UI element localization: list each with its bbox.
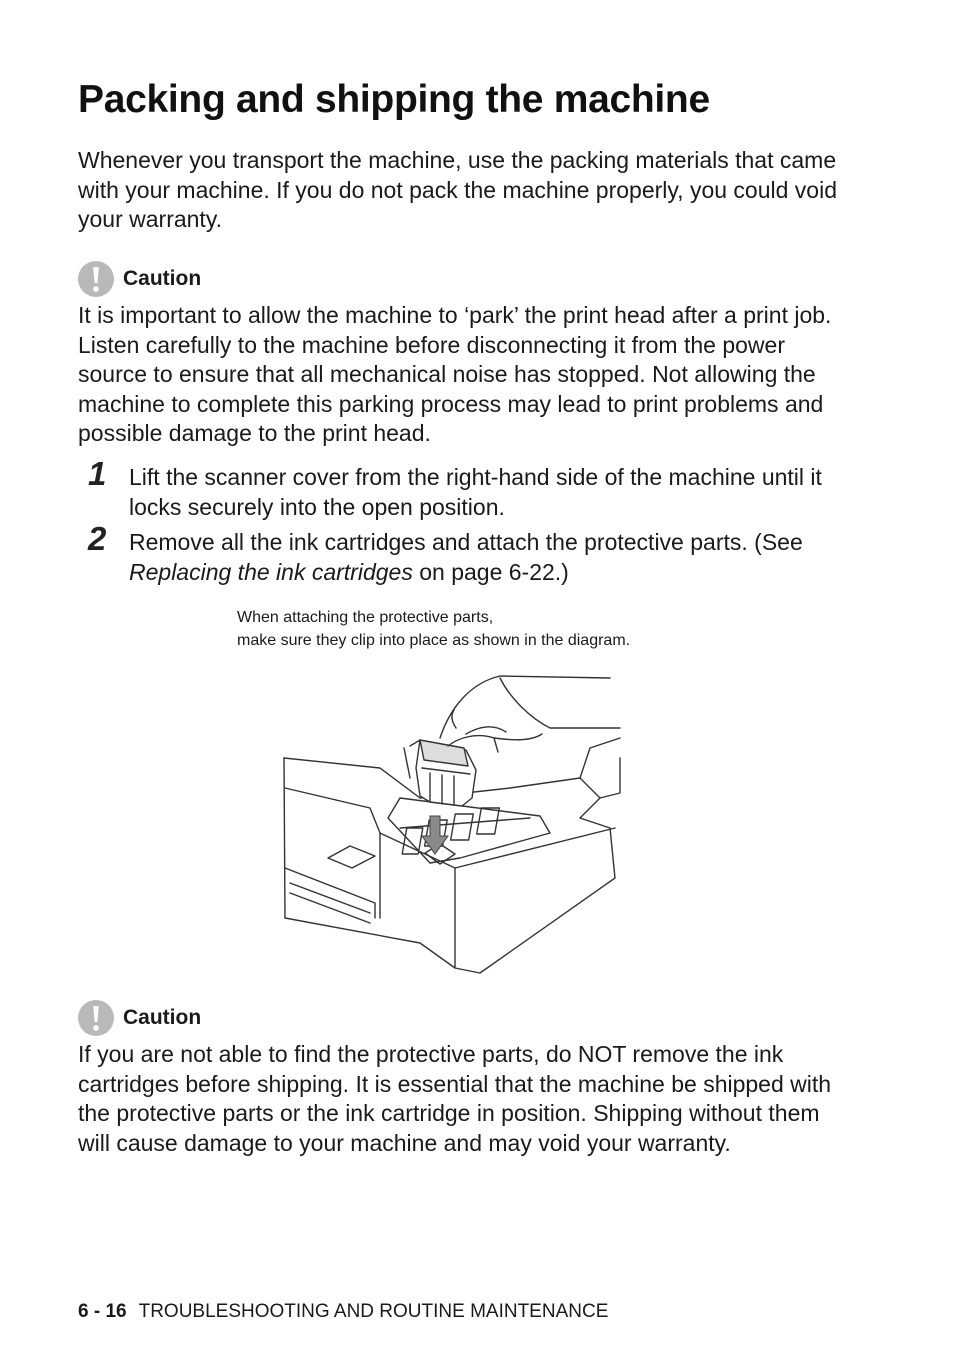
intro-paragraph: Whenever you transport the machine, use the packing materials that came with your machine. If you do not pack the machine properly, you could void your warranty. <box>78 147 837 233</box>
diagram-note: When attaching the protective parts, make sure they clip into place as shown in the diagram. <box>237 609 631 649</box>
caution-label: Caution <box>123 1006 202 1029</box>
caution-heading-2 <box>78 1000 201 1036</box>
section-name: TROUBLESHOOTING AND ROUTINE MAINTENANCE <box>138 1301 609 1322</box>
caution-text-2: If you are not able to find the protective parts, do NOT remove the ink cartridges before shipping. It is essential that the machine be shipped with the protective parts or the ink cartridge in position. Shipping without them will cause damage to your machine and may void your warranty. <box>78 1041 832 1156</box>
exclamation-icon <box>78 261 114 297</box>
step-number: 2 <box>88 520 107 557</box>
exclamation-icon <box>78 1000 114 1036</box>
caution-label: Caution <box>123 267 202 290</box>
step-text: Lift the scanner cover from the right-hand side of the machine until it locks securely into the open position. <box>129 464 822 520</box>
page-number: 6 - 16 <box>78 1301 127 1322</box>
page-title: Packing and shipping the machine <box>78 78 710 121</box>
caution-text-1: It is important to allow the machine to ‘park’ the print head after a print job. Listen carefully to the machine before disconnecting it from the power source to ensure that all mechanical noise has stopped. Not allowing the machine to complete this parking process may lead to print problems and possible damage to the print head. <box>78 302 832 447</box>
page-footer <box>78 1301 608 1323</box>
step-text: Remove all the ink cartridges and attach the protective parts. (See Replacing the ink cartridges on page 6-22.) <box>129 529 803 585</box>
step-number: 1 <box>88 455 107 492</box>
cross-reference: Replacing the ink cartridges <box>129 558 413 585</box>
caution-heading-1 <box>78 261 201 297</box>
protective-part-diagram <box>280 668 630 978</box>
